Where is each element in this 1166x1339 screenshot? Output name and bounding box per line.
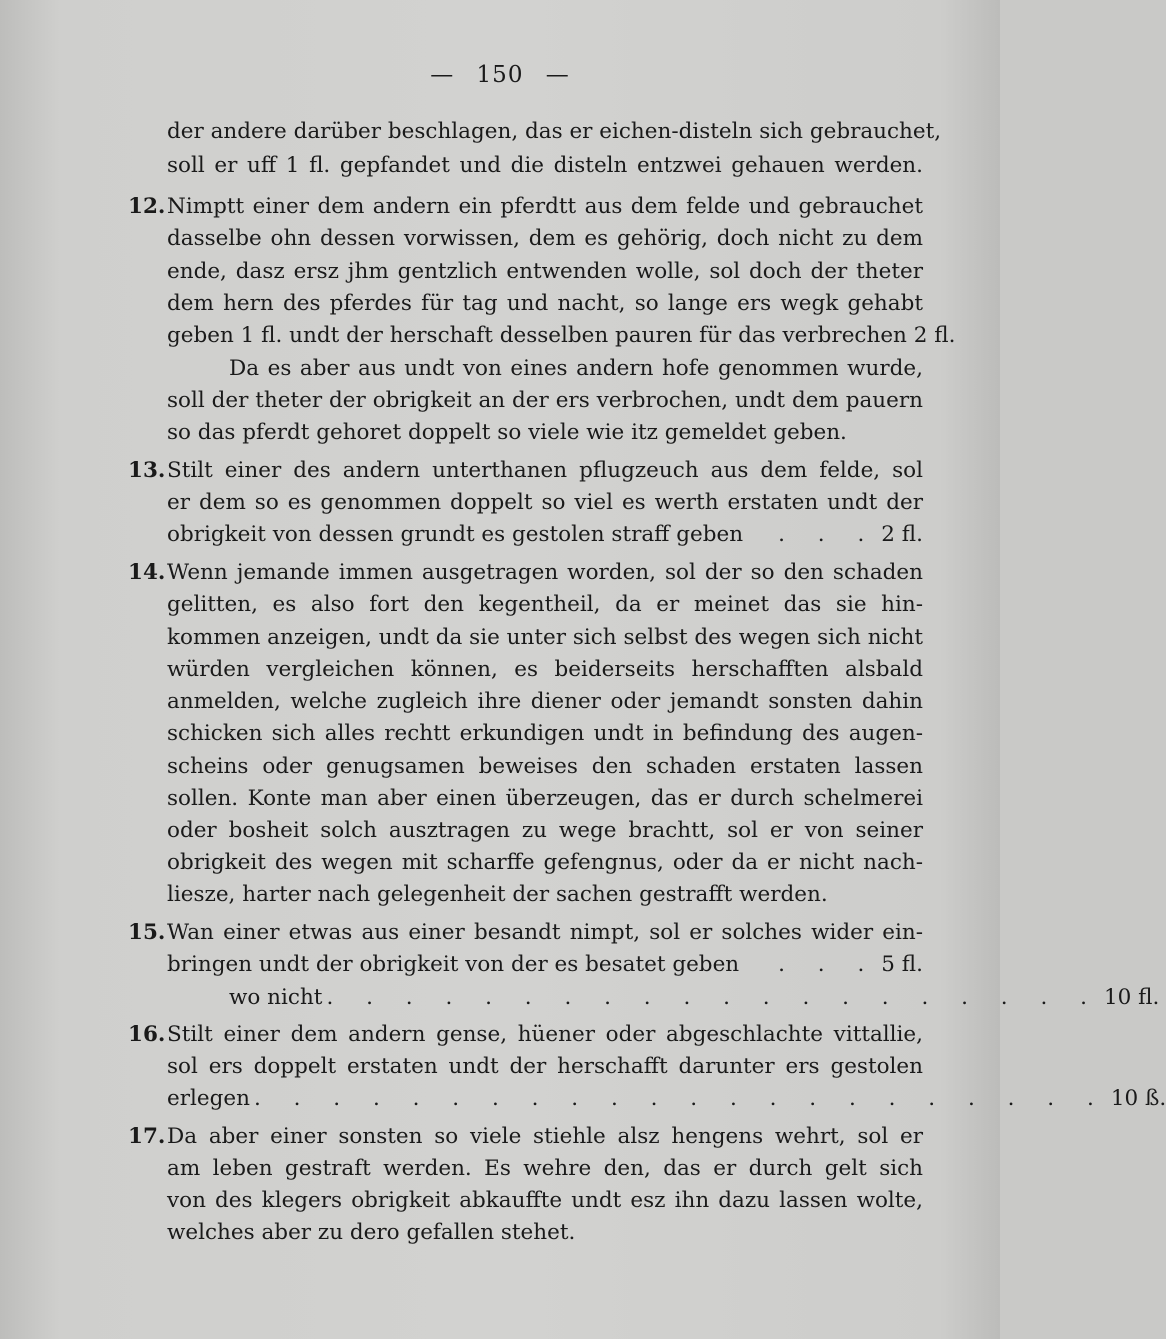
fine-amount: 5 fl.	[881, 952, 923, 977]
fine-amount: 10 fl.	[1103, 985, 1160, 1010]
text-line: Wenn jemande immen ausgetragen worden, sol der so den schaden	[167, 560, 923, 585]
text-line-with-amount	[167, 519, 923, 551]
text-line: von des klegers obrigkeit abkauffte undt esz ihn dazu lassen wolte,	[167, 1188, 923, 1213]
text-line: gelitten, es also fort den kegentheil, da er meinet das sie hin-	[167, 592, 923, 617]
text-line: dem hern des pferdes für tag und nacht, so lange ers wegk gehabt	[167, 291, 923, 316]
text-line: soll der theter der obrigkeit an der ers verbrochen, undt dem pauern	[167, 388, 923, 413]
dot-leader: . . . . . . . . . . . . . . . . . . . . . .	[253, 1086, 1107, 1111]
header-dash-right: —	[545, 62, 570, 88]
text-line: Nimptt einer dem andern ein pferdtt aus dem felde und gebrauchet	[167, 194, 923, 219]
text-line: würden vergleichen können, es beiderseits herschafften alsbald	[167, 657, 923, 682]
section-number-12: 12.	[128, 194, 166, 219]
text-line: welches aber zu dero gefallen stehet.	[167, 1220, 576, 1245]
text-line: soll er uff 1 fl. gepfandet und die disteln entzwei gehauen werden.	[167, 153, 923, 178]
text-line: Stilt einer des andern unterthanen pflugzeuch aus dem felde, sol	[167, 458, 923, 483]
page-header	[0, 62, 1000, 88]
text-line: oder bosheit solch ausztragen zu wege brachtt, sol er von seiner	[167, 818, 923, 843]
text-line: schicken sich alles rechtt erkundigen undt in befindung des augen-	[167, 721, 923, 746]
text-line: am leben gestraft werden. Es wehre den, das er durch gelt sich	[167, 1156, 923, 1181]
text-line-with-amount	[229, 982, 1160, 1014]
text-line: so das pferdt gehoret doppelt so viele wie itz gemeldet geben.	[167, 420, 847, 445]
fine-amount: 10 ß.	[1110, 1086, 1166, 1111]
line-text: obrigkeit von dessen grundt es gestolen straff geben	[167, 522, 744, 547]
text-line: geben 1 fl. undt der herschaft desselben pauren für das verbrechen 2 fl.	[167, 323, 956, 348]
text-line: obrigkeit des wegen mit scharffe gefengnus, oder da er nicht nach-	[167, 850, 923, 875]
text-line: anmelden, welche zugleich ihre diener oder jemandt sonsten dahin	[167, 689, 923, 714]
text-line: sollen. Konte man aber einen überzeugen, das er durch schelmerei	[167, 786, 923, 811]
text-line: scheins oder genugsamen beweises den schaden erstaten lassen	[167, 754, 923, 779]
text-line-with-amount	[167, 949, 923, 981]
text-line: Wan einer etwas aus einer besandt nimpt, sol er solches wider ein-	[167, 920, 923, 945]
section-number-15: 15.	[128, 920, 166, 945]
text-line: liesze, harter nach gelegenheit der sachen gestrafft werden.	[167, 882, 828, 907]
section-number-16: 16.	[128, 1022, 166, 1047]
text-line: Stilt einer dem andern gense, hüener oder abgeschlachte vittallie,	[167, 1022, 923, 1047]
section-number-14: 14.	[128, 560, 166, 585]
text-line: der andere darüber beschlagen, das er eichen-disteln sich gebrauchet,	[167, 119, 942, 144]
dot-leader: . . .	[778, 952, 878, 977]
header-dash-left: —	[430, 62, 455, 88]
text-line: Da es aber aus undt von eines andern hofe genommen wurde,	[229, 356, 923, 381]
fine-amount: 2 fl.	[881, 522, 923, 547]
text-line: ende, dasz ersz jhm gentzlich entwenden wolle, sol doch der theter	[167, 259, 923, 284]
text-line: kommen anzeigen, undt da sie unter sich selbst des wegen sich nicht	[167, 625, 923, 650]
text-line: dasselbe ohn dessen vorwissen, dem es gehörig, doch nicht zu dem	[167, 226, 923, 251]
text-line: sol ers doppelt erstaten undt der herschafft darunter ers gestolen	[167, 1054, 923, 1079]
section-number-13: 13.	[128, 458, 166, 483]
line-text: wo nicht	[229, 985, 323, 1010]
text-line: er dem so es genommen doppelt so viel es werth erstaten undt der	[167, 490, 923, 515]
page-number: 150	[476, 62, 524, 88]
text-line: Da aber einer sonsten so viele stiehle alsz hengens wehrt, sol er	[167, 1124, 923, 1149]
dot-leader: . . .	[778, 522, 878, 547]
text-line-with-amount	[167, 1083, 1166, 1115]
section-number-17: 17.	[128, 1124, 166, 1149]
line-text: bringen undt der obrigkeit von der es besatet geben	[167, 952, 740, 977]
line-text: erlegen	[167, 1086, 250, 1111]
dot-leader: . . . . . . . . . . . . . . . . . . . .	[326, 985, 1100, 1010]
